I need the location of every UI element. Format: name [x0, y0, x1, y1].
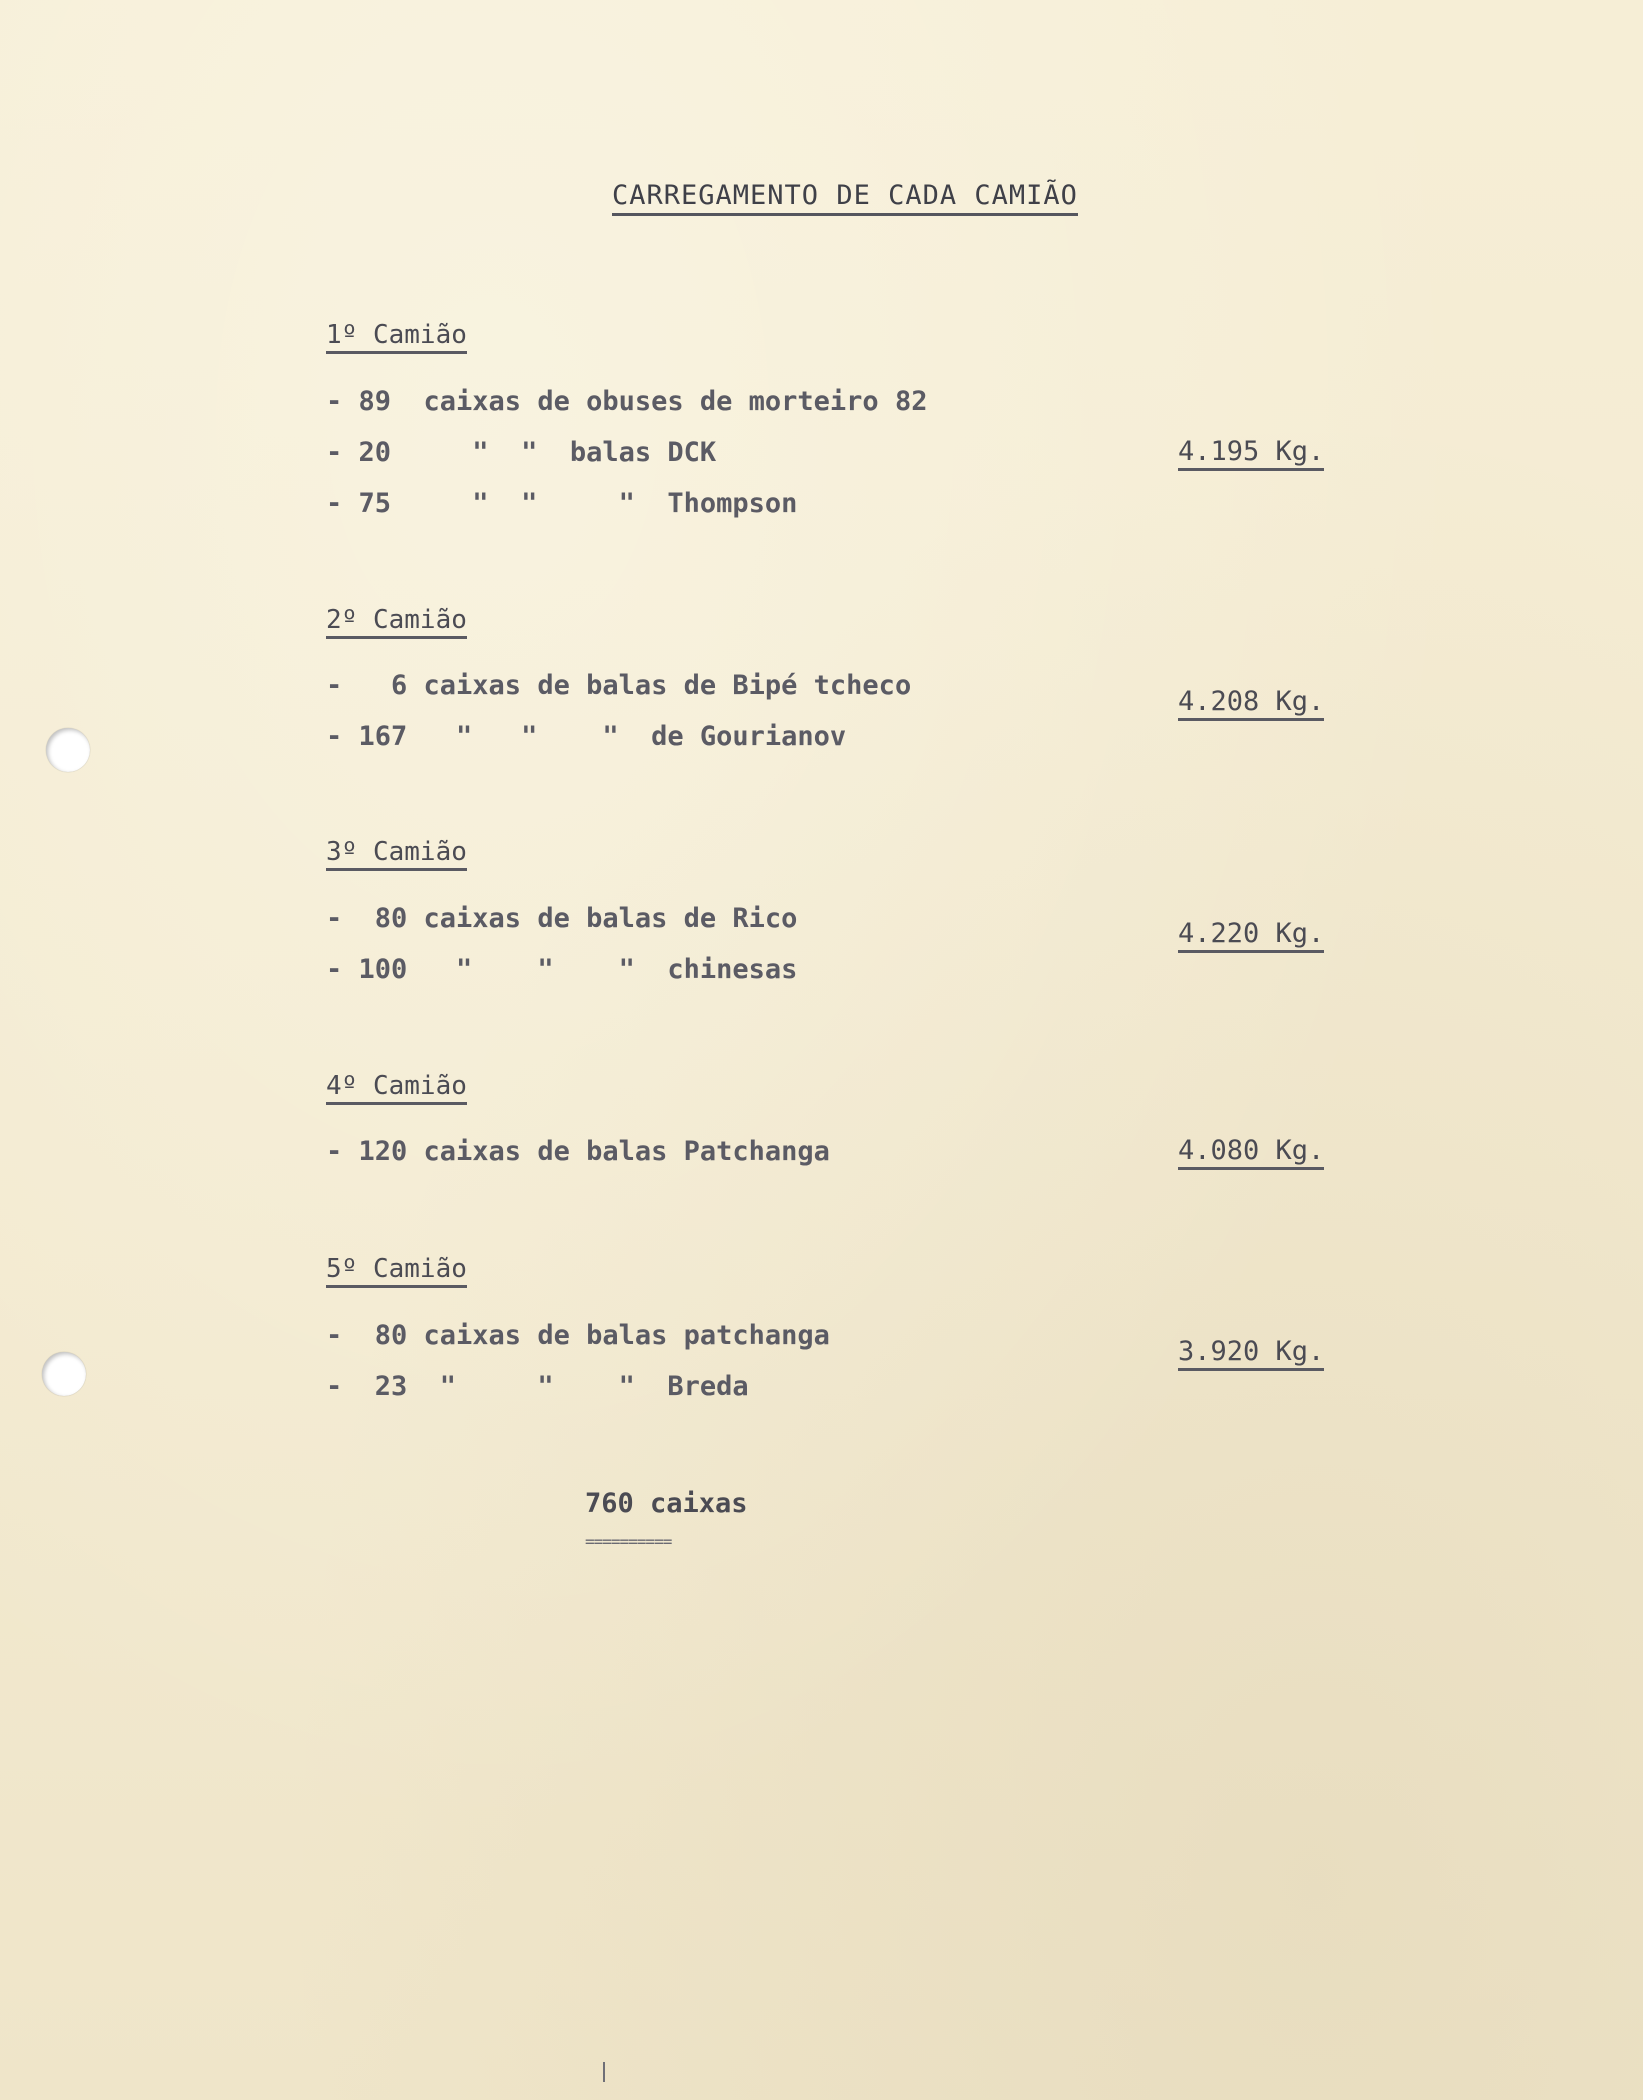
- truck-4-line-1: - 120 caixas de balas Patchanga: [326, 1136, 830, 1167]
- truck-2-weight: 4.208 Kg.: [1178, 686, 1324, 721]
- truck-2-line-2: - 167 " " " de Gourianov: [326, 721, 847, 752]
- truck-3-heading: 3º Camião: [326, 837, 467, 871]
- truck-5-heading: 5º Camião: [326, 1254, 467, 1288]
- truck-3-weight: 4.220 Kg.: [1178, 918, 1324, 953]
- document-title: CARREGAMENTO DE CADA CAMIÃO: [612, 180, 1078, 216]
- truck-2-heading: 2º Camião: [326, 605, 467, 639]
- total-boxes: 760 caixas: [585, 1488, 748, 1519]
- truck-1-line-2: - 20 " " balas DCK: [326, 437, 717, 468]
- punch-hole: [42, 1352, 86, 1396]
- punch-hole: [46, 728, 90, 772]
- truck-1-heading: 1º Camião: [326, 320, 467, 354]
- truck-5-line-2: - 23 " " " Breda: [326, 1371, 749, 1402]
- truck-5-line-1: - 80 caixas de balas patchanga: [326, 1320, 830, 1351]
- truck-4-heading: 4º Camião: [326, 1071, 467, 1105]
- stray-ink-mark: [603, 2062, 605, 2082]
- truck-1-line-1: - 89 caixas de obuses de morteiro 82: [326, 386, 928, 417]
- truck-2-line-1: - 6 caixas de balas de Bipé tcheco: [326, 670, 912, 701]
- truck-3-line-2: - 100 " " " chinesas: [326, 954, 798, 985]
- truck-3-line-1: - 80 caixas de balas de Rico: [326, 903, 798, 934]
- truck-5-weight: 3.920 Kg.: [1178, 1336, 1324, 1371]
- truck-4-weight: 4.080 Kg.: [1178, 1135, 1324, 1170]
- truck-1-weight: 4.195 Kg.: [1178, 436, 1324, 471]
- truck-1-line-3: - 75 " " " Thompson: [326, 488, 798, 519]
- total-double-rule: ==========: [585, 1532, 672, 1551]
